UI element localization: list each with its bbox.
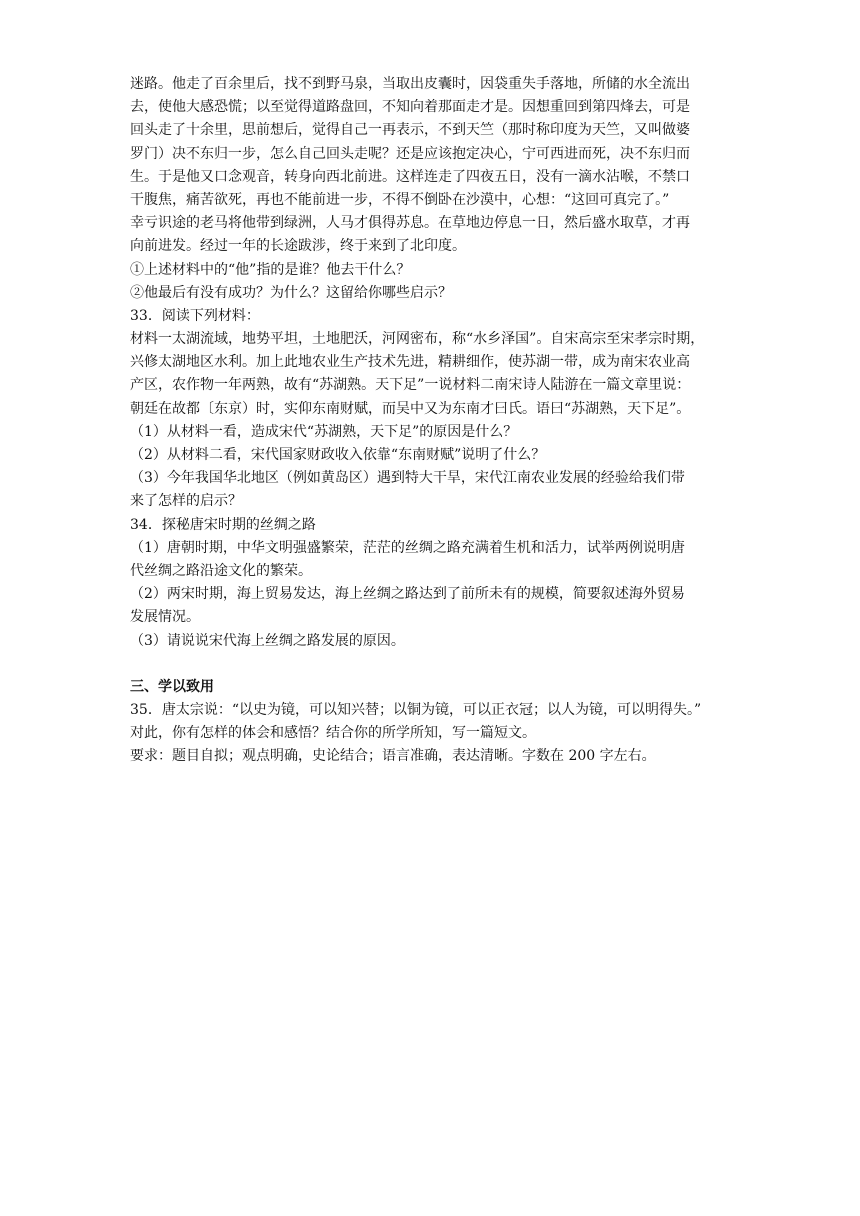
question-heading: 35．唐太宗说：“以史为镜，可以知兴替；以铜为镜，可以正衣冠；以人为镜，可以明得失。” <box>130 701 702 718</box>
text-line: 朝廷在故都〔东京）时，实仰东南财赋，而吴中又为东南才曰氏。语曰“苏湖熟，天下足”。 <box>130 400 691 417</box>
question-item: （2）两宋时期，海上贸易发达，海上丝绸之路达到了前所未有的规模，简要叙述海外贸易 <box>130 586 685 603</box>
question-item: （2）从材料二看，宋代国家财政收入依靠“东南财赋”说明了什么？ <box>130 447 546 463</box>
essay-question-block <box>130 699 730 769</box>
text-line: 发展情况。 <box>130 609 200 626</box>
question-item: （1）唐朝时期，中华文明强盛繁荣，茫茫的丝绸之路充满着生机和活力，试举两例说明唐 <box>130 539 685 556</box>
text-line: 迷路。他走了百余里后，找不到野马泉，当取出皮囊时，因袋重失手落地，所储的水全流出 <box>130 76 690 92</box>
section-gap <box>130 653 730 676</box>
requirements-line: 要求：题目自拟；观点明确，史论结合；语言准确，表达清晰。字数在 200 字左右。 <box>130 748 656 765</box>
passage-block <box>130 73 730 653</box>
text-line: 生。于是他又口念观音，转身向西北前进。这样连走了四夜五日，没有一滴水沾喉，不禁口 <box>130 168 690 185</box>
text-line: 代丝绸之路沿途文化的繁荣。 <box>130 562 312 579</box>
question-item: （3）请说说宋代海上丝绸之路发展的原因。 <box>130 632 405 649</box>
text-line: 回头走了十余里，思前想后，觉得自己一再表示，不到天竺（那时称印度为天竺，又叫做婆 <box>130 122 690 139</box>
text-line: 罗门）决不东归一步，怎么自己回头走呢？还是应该抱定决心，宁可西进而死，决不东归而 <box>130 145 690 162</box>
text-line: 向前进发。经过一年的长途跋涉，终于来到了北印度。 <box>130 238 466 255</box>
document-page <box>130 73 730 768</box>
question-heading: 34．探秘唐宋时期的丝绸之路 <box>130 516 316 533</box>
question-item: ①上述材料中的“他”指的是谁？他去干什么？ <box>130 261 411 278</box>
text-line: 兴修太湖地区水利。加上此地农业生产技术先进，精耕细作，使苏湖一带，成为南宋农业高 <box>130 354 690 371</box>
text-line: 材料一太湖流域，地势平坦，土地肥沃，河网密布，称“水乡泽国”。自宋高宗至宋孝宗时期， <box>130 331 705 348</box>
section-title: 三、学以致用 <box>130 678 214 695</box>
text-line: 来了怎样的启示？ <box>130 493 242 510</box>
text-line: 对此，你有怎样的体会和感悟？结合你的所学所知，写一篇短文。 <box>130 725 536 742</box>
question-item: （3）今年我国华北地区（例如黄岛区）遇到特大干旱，宋代江南农业发展的经验给我们带 <box>130 470 685 487</box>
question-item: （1）从材料一看，造成宋代“苏湖熟，天下足”的原因是什么？ <box>130 423 518 440</box>
text-line: 幸亏识途的老马将他带到绿洲，人马才俱得苏息。在草地边停息一日，然后盛水取草，才再 <box>130 215 690 232</box>
question-item: ②他最后有没有成功？为什么？这留给你哪些启示？ <box>130 284 452 301</box>
text-line: 产区，农作物一年两熟，故有“苏湖熟。天下足”一说材料二南宋诗人陆游在一篇文章里说： <box>130 377 691 394</box>
question-heading: 33．阅读下列材料： <box>130 307 260 324</box>
text-line: 干腹焦，痛苦欲死，再也不能前进一步，不得不倒卧在沙漠中，心想：“这回可真完了。” <box>130 191 670 208</box>
text-line: 去，使他大感恐慌；以至觉得道路盘回，不知向着那面走才是。因想重回到第四烽去，可是 <box>130 99 690 116</box>
